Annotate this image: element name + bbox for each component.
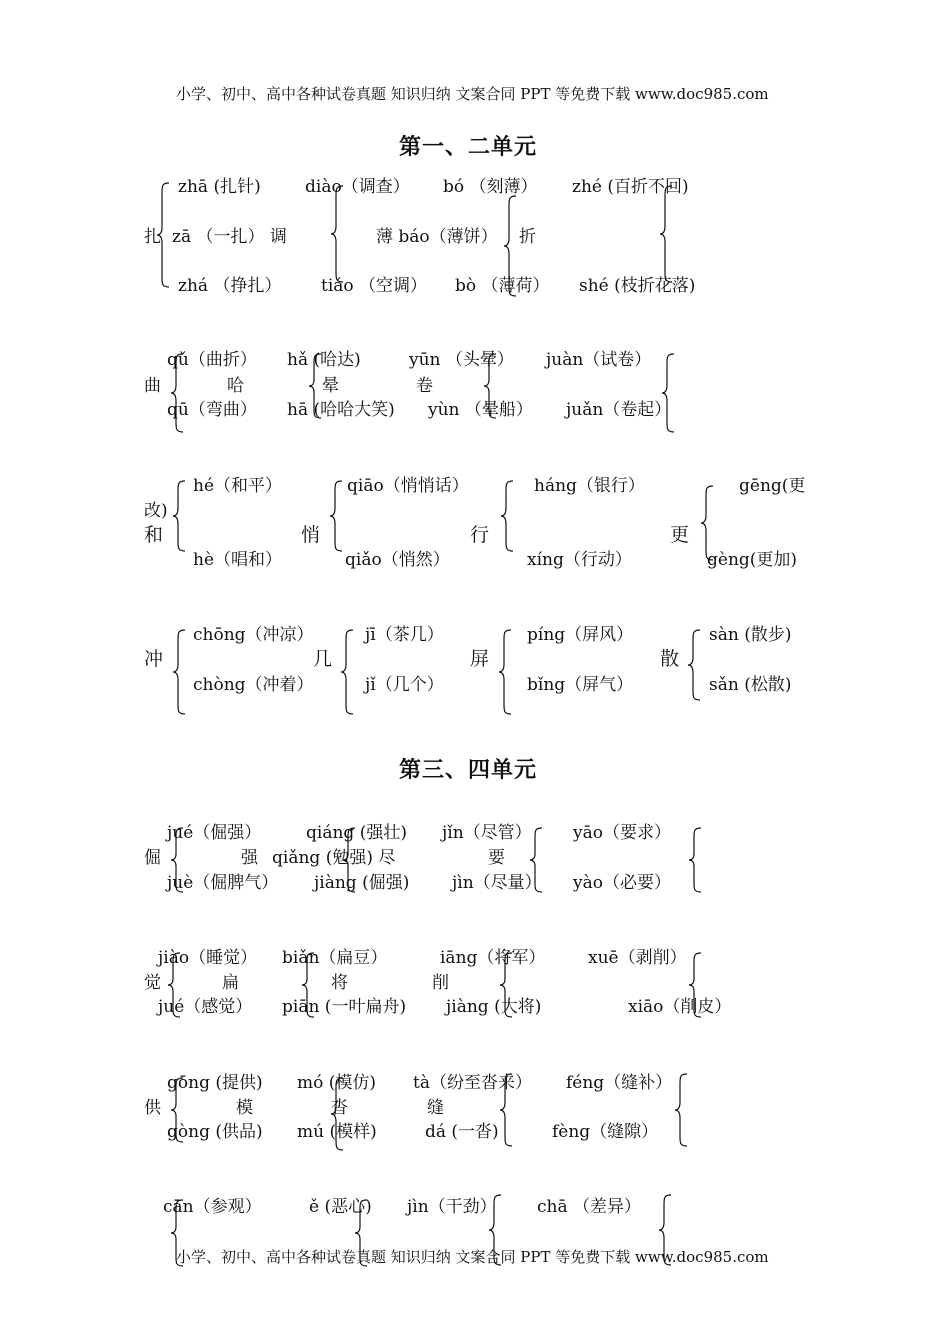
pinyin-entry: dá (一沓) [425, 1122, 499, 1142]
character: 曲 [144, 376, 161, 396]
pinyin-entry: píng（屏风） [527, 625, 634, 645]
curly-brace-icon [157, 183, 171, 287]
pinyin-entry: 薄 báo（薄饼） [376, 227, 498, 247]
curly-brace-icon [484, 354, 498, 418]
pinyin-entry: qiáng (强壮) [306, 823, 407, 843]
curly-brace-icon [330, 481, 344, 551]
pinyin-entry: jué（感觉） [158, 997, 253, 1017]
curly-brace-icon [675, 1074, 689, 1146]
character: 卷 [416, 376, 433, 396]
pinyin-entry: bó （刻薄） [443, 177, 538, 197]
pinyin-entry: jǐn（尽管） [442, 823, 532, 843]
pinyin-entry: hè（唱和） [193, 550, 283, 570]
curly-brace-icon [501, 481, 515, 551]
pinyin-entry: yào（必要） [573, 873, 671, 893]
pinyin-entry: féng（缝补） [566, 1073, 673, 1093]
curly-brace-icon [660, 186, 674, 282]
pinyin-entry: qū（弯曲） [167, 400, 257, 420]
pinyin-entry: hǎ (哈达) [287, 350, 361, 370]
pinyin-entry: jìn（尽量） [452, 873, 542, 893]
curly-brace-icon [309, 354, 323, 418]
character: 几 [313, 648, 333, 670]
pinyin-entry: qiāo（悄悄话） [347, 476, 469, 496]
pinyin-entry: zā （一扎） 调 [172, 227, 287, 247]
pinyin-entry: qiǎng (勉强) 尽 [272, 848, 396, 868]
pinyin-entry: tà（纷至沓来） [413, 1073, 532, 1093]
curly-brace-icon [343, 828, 357, 892]
pinyin-entry: xíng（行动） [527, 550, 632, 570]
curly-brace-icon [331, 186, 345, 282]
character: 供 [144, 1098, 161, 1118]
section-title-2: 第三、四单元 [399, 757, 538, 783]
pinyin-entry: sàn (散步) [709, 625, 792, 645]
pinyin-entry: juǎn（卷起） [566, 400, 672, 420]
pinyin-entry: jī（茶几） [365, 625, 444, 645]
character: 削 [432, 973, 449, 993]
character: 扎 [144, 227, 161, 247]
curly-brace-icon [662, 354, 676, 432]
pinyin-entry: chòng（冲着） [193, 675, 314, 695]
curly-brace-icon [341, 630, 355, 714]
pinyin-entry: ě (恶心) [309, 1197, 372, 1217]
curly-brace-icon [688, 630, 702, 700]
character: 将 [331, 973, 348, 993]
character: 更 [670, 524, 690, 546]
pinyin-entry: qǔ（曲折） [167, 350, 257, 370]
pinyin-entry: tiáo （空调） [321, 276, 428, 296]
pinyin-entry: gēng(更 [739, 476, 806, 496]
section-title-1: 第一、二单元 [399, 134, 538, 160]
character: 悄 [301, 524, 321, 546]
pinyin-entry: zhá （挣扎） [178, 276, 282, 296]
pinyin-entry: qiǎo（悄然） [345, 550, 450, 570]
pinyin-entry: gōng (提供) [167, 1073, 263, 1093]
curly-brace-icon [173, 481, 187, 551]
curly-brace-icon [689, 953, 703, 1017]
curly-brace-icon [504, 196, 518, 296]
pinyin-entry: juè（倔脾气） [167, 873, 279, 893]
pinyin-entry: yāo（要求） [573, 823, 671, 843]
character: 强 [241, 848, 258, 868]
pinyin-entry: mú (模样) [297, 1122, 377, 1142]
character: 扁 [222, 973, 239, 993]
pinyin-entry: shé (枝折花落) [579, 276, 696, 296]
pinyin-entry: biǎn（扁豆） [282, 948, 388, 968]
page-footer: 小学、初中、高中各种试卷真题 知识归纳 文案合同 PPT 等免费下载 www.doc985.com [176, 1248, 769, 1266]
character: 倔 [144, 848, 161, 868]
curly-brace-icon [500, 953, 514, 1017]
character: 冲 [144, 648, 164, 670]
character: 散 [660, 648, 680, 670]
pinyin-entry: fèng（缝隙） [552, 1122, 659, 1142]
pinyin-entry: hā (哈哈大笑) [287, 400, 395, 420]
curly-brace-icon [171, 828, 185, 892]
curly-brace-icon [355, 1200, 369, 1266]
pinyin-entry: jué（倔强） [167, 823, 262, 843]
character: 哈 [227, 376, 244, 396]
pinyin-entry: zhā (扎针) [178, 177, 261, 197]
pinyin-entry: xuē（剥削） [588, 948, 687, 968]
pinyin-entry: zhé (百折不回) [572, 177, 689, 197]
character: 沓 [331, 1098, 348, 1118]
character: 和 [144, 524, 164, 546]
character: 要 [488, 848, 505, 868]
pinyin-entry: diào（调查） [305, 177, 410, 197]
curly-brace-icon [500, 1074, 514, 1146]
page-header: 小学、初中、高中各种试卷真题 知识归纳 文案合同 PPT 等免费下载 www.doc985.com [176, 85, 769, 103]
character: 改) [144, 501, 168, 521]
character: 行 [470, 524, 490, 546]
curly-brace-icon [701, 486, 715, 560]
pinyin-entry: jìn（干劲） [407, 1197, 497, 1217]
pinyin-entry: mó (模仿) [297, 1073, 377, 1093]
curly-brace-icon [331, 1078, 345, 1150]
curly-brace-icon [499, 630, 513, 714]
pinyin-entry: xiāo（削皮） [628, 997, 732, 1017]
character: 折 [519, 227, 536, 247]
pinyin-entry: háng（银行） [534, 476, 645, 496]
pinyin-entry: jǐ（几个） [365, 675, 444, 695]
pinyin-entry: piān (一叶扁舟) [282, 997, 407, 1017]
curly-brace-icon [489, 1195, 503, 1265]
pinyin-entry: iāng（将军） [440, 948, 546, 968]
pinyin-entry: gèng(更加) [707, 550, 798, 570]
pinyin-entry: chōng（冲凉） [193, 625, 314, 645]
pinyin-entry: juàn（试卷） [546, 350, 652, 370]
curly-brace-icon [171, 354, 185, 432]
curly-brace-icon [173, 630, 187, 714]
pinyin-entry: jiào（睡觉） [158, 948, 258, 968]
character: 晕 [322, 376, 339, 396]
curly-brace-icon [689, 828, 703, 892]
pinyin-entry: gòng (供品) [167, 1122, 263, 1142]
pinyin-entry: bǐng（屏气） [527, 675, 634, 695]
character: 缝 [427, 1098, 444, 1118]
pinyin-entry: jiàng (倔强) [314, 873, 410, 893]
curly-brace-icon [168, 953, 182, 1017]
curly-brace-icon [302, 953, 316, 1017]
pinyin-entry: yūn （头晕） [409, 350, 514, 370]
curly-brace-icon [171, 1078, 185, 1142]
curly-brace-icon [530, 828, 544, 892]
character: 屏 [470, 648, 490, 670]
pinyin-entry: chā （差异） [537, 1197, 642, 1217]
character: 模 [236, 1098, 253, 1118]
pinyin-entry: yùn （晕船） [428, 400, 533, 420]
pinyin-entry: hé（和平） [193, 476, 283, 496]
pinyin-entry: jiàng (大将) [446, 997, 542, 1017]
pinyin-entry: cān（参观） [163, 1197, 262, 1217]
curly-brace-icon [659, 1195, 673, 1265]
pinyin-entry: bò （薄荷） [455, 276, 550, 296]
curly-brace-icon [171, 1200, 185, 1266]
character: 觉 [144, 973, 161, 993]
pinyin-entry: sǎn (松散) [709, 675, 792, 695]
